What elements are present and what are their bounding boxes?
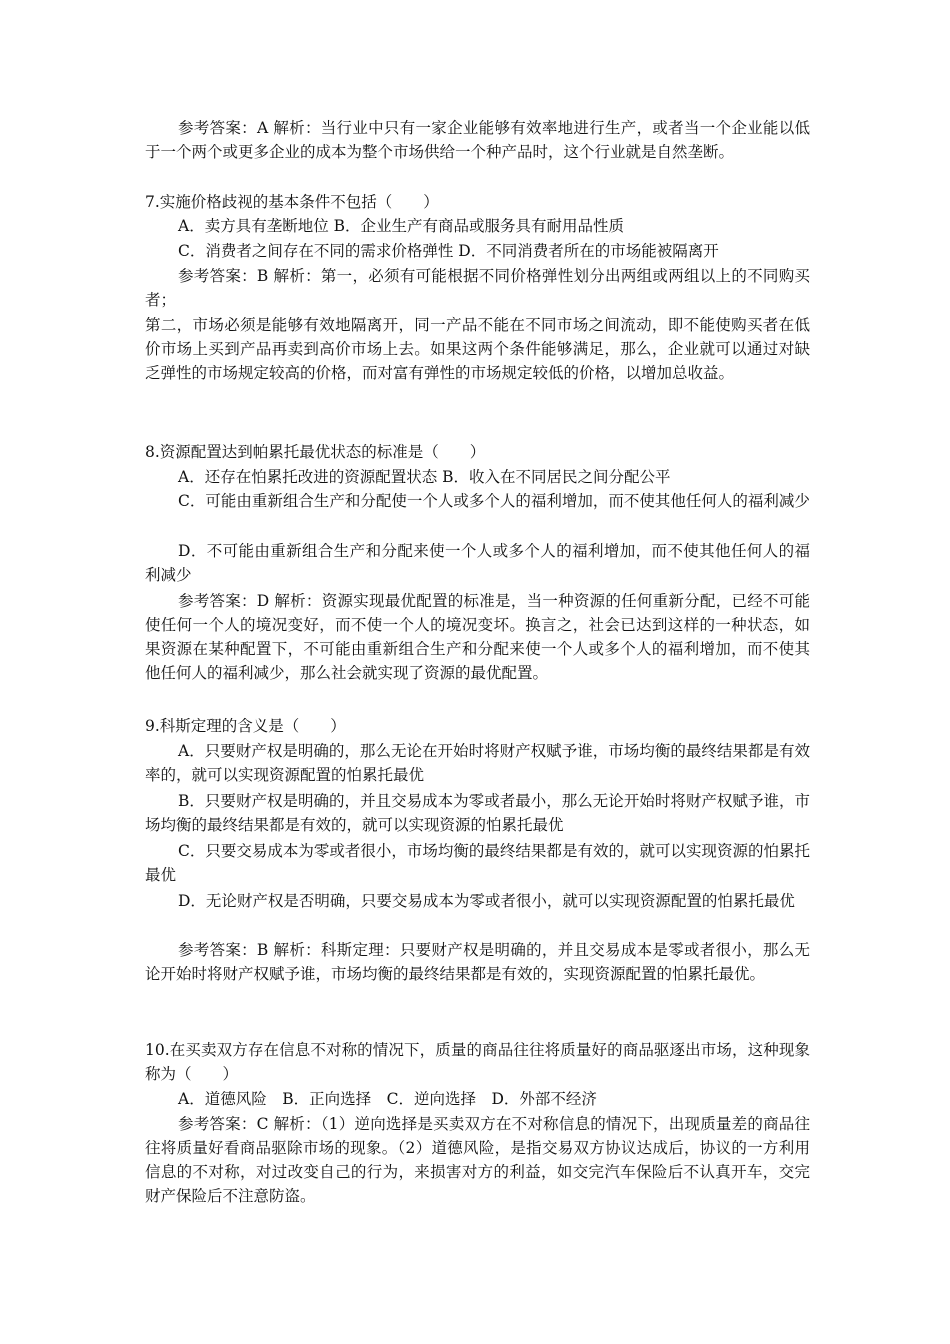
- q7-title: 7.实施价格歧视的基本条件不包括（ ）: [145, 193, 439, 211]
- q9-option-b: B．只要财产权是明确的，并且交易成本为零或者最小，那么无论开始时将财产权赋予谁，市场均衡的最终结果都是有效的，就可以实现资源的怕累托最优: [145, 792, 810, 834]
- q10-answer: 参考答案：C 解析：（1）逆向选择是买卖双方在不对称信息的情况下，出现质量差的商品往往将质量好看商品驱除市场的现象。（2）道德风险，是指交易双方协议达成后，协议的一方利用信息的不对称，对过改变自己的行为，来损害对方的利益，如交完汽车保险后不认真开车，交完财产保险后不注意防盗。: [145, 1115, 810, 1205]
- q9-title: 9.科斯定理的含义是（ ）: [145, 717, 346, 735]
- q10-options: A．道德风险 B．正向选择 C．逆向选择 D．外部不经济: [178, 1090, 597, 1108]
- q8-answer: 参考答案：D 解析：资源实现最优配置的标准是，当一种资源的任何重新分配，已经不可能使任何一个人的境况变好，而不使一个人的境况变坏。换言之，社会已达到这样的一种状态，如果资源在某种配置下，不可能由重新组合生产和分配来使一个人或多个人的福利增加，而不使其他任何人的福利减少，那么社会就实现了资源的最优配置。: [145, 592, 810, 682]
- q9-option-d: D．无论财产权是否明确，只要交易成本为零或者很小，就可以实现资源配置的怕累托最优: [178, 892, 795, 910]
- q9-answer: 参考答案：B 解析：科斯定理：只要财产权是明确的，并且交易成本是零或者很小，那么无论开始时将财产权赋予谁，市场均衡的最终结果都是有效的，实现资源配置的怕累托最优。: [145, 941, 810, 983]
- q7-options-ab: A．卖方具有垄断地位 B．企业生产有商品或服务具有耐用品性质: [178, 217, 625, 235]
- q8-option-d: D．不可能由重新组合生产和分配来使一个人或多个人的福利增加，而不使其他任何人的福利减少: [145, 542, 810, 584]
- q7-answer-part1: 参考答案：B 解析：第一，必须有可能根据不同价格弹性划分出两组或两组以上的不同购买者；: [145, 267, 810, 309]
- q8-option-c: C．可能由重新组合生产和分配使一个人或多个人的福利增加，而不使其他任何人的福利减少: [178, 492, 810, 510]
- q8-options-ab: A．还存在怕累托改进的资源配置状态 B．收入在不同居民之间分配公平: [178, 468, 671, 486]
- q9-option-a: A．只要财产权是明确的，那么无论在开始时将财产权赋予谁，市场均衡的最终结果都是有效率的，就可以实现资源配置的怕累托最优: [145, 742, 810, 784]
- q9-option-c: C．只要交易成本为零或者很小，市场均衡的最终结果都是有效的，就可以实现资源的怕累托最优: [145, 842, 810, 884]
- q6-answer-paragraph: 参考答案：A 解析：当行业中只有一家企业能够有效率地进行生产，或者当一个企业能以低于一个两个或更多企业的成本为整个市场供给一个种产品时，这个行业就是自然垄断。: [145, 119, 810, 161]
- q7-answer-part2: 第二，市场必须是能够有效地隔离开，同一产品不能在不同市场之间流动，即不能使购买者在低价市场上买到产品再卖到高价市场上去。如果这两个条件能够满足，那么，企业就可以通过对缺乏弹性的市场规定较高的价格，而对富有弹性的市场规定较低的价格，以增加总收益。: [145, 316, 810, 382]
- q7-options-cd: C．消费者之间存在不同的需求价格弹性 D．不同消费者所在的市场能被隔离开: [178, 242, 719, 260]
- q10-title: 10.在买卖双方存在信息不对称的情况下，质量的商品往往将质量好的商品驱逐出市场，这种现象称为（ ）: [145, 1041, 810, 1083]
- q8-title: 8.资源配置达到帕累托最优状态的标准是（ ）: [145, 443, 486, 461]
